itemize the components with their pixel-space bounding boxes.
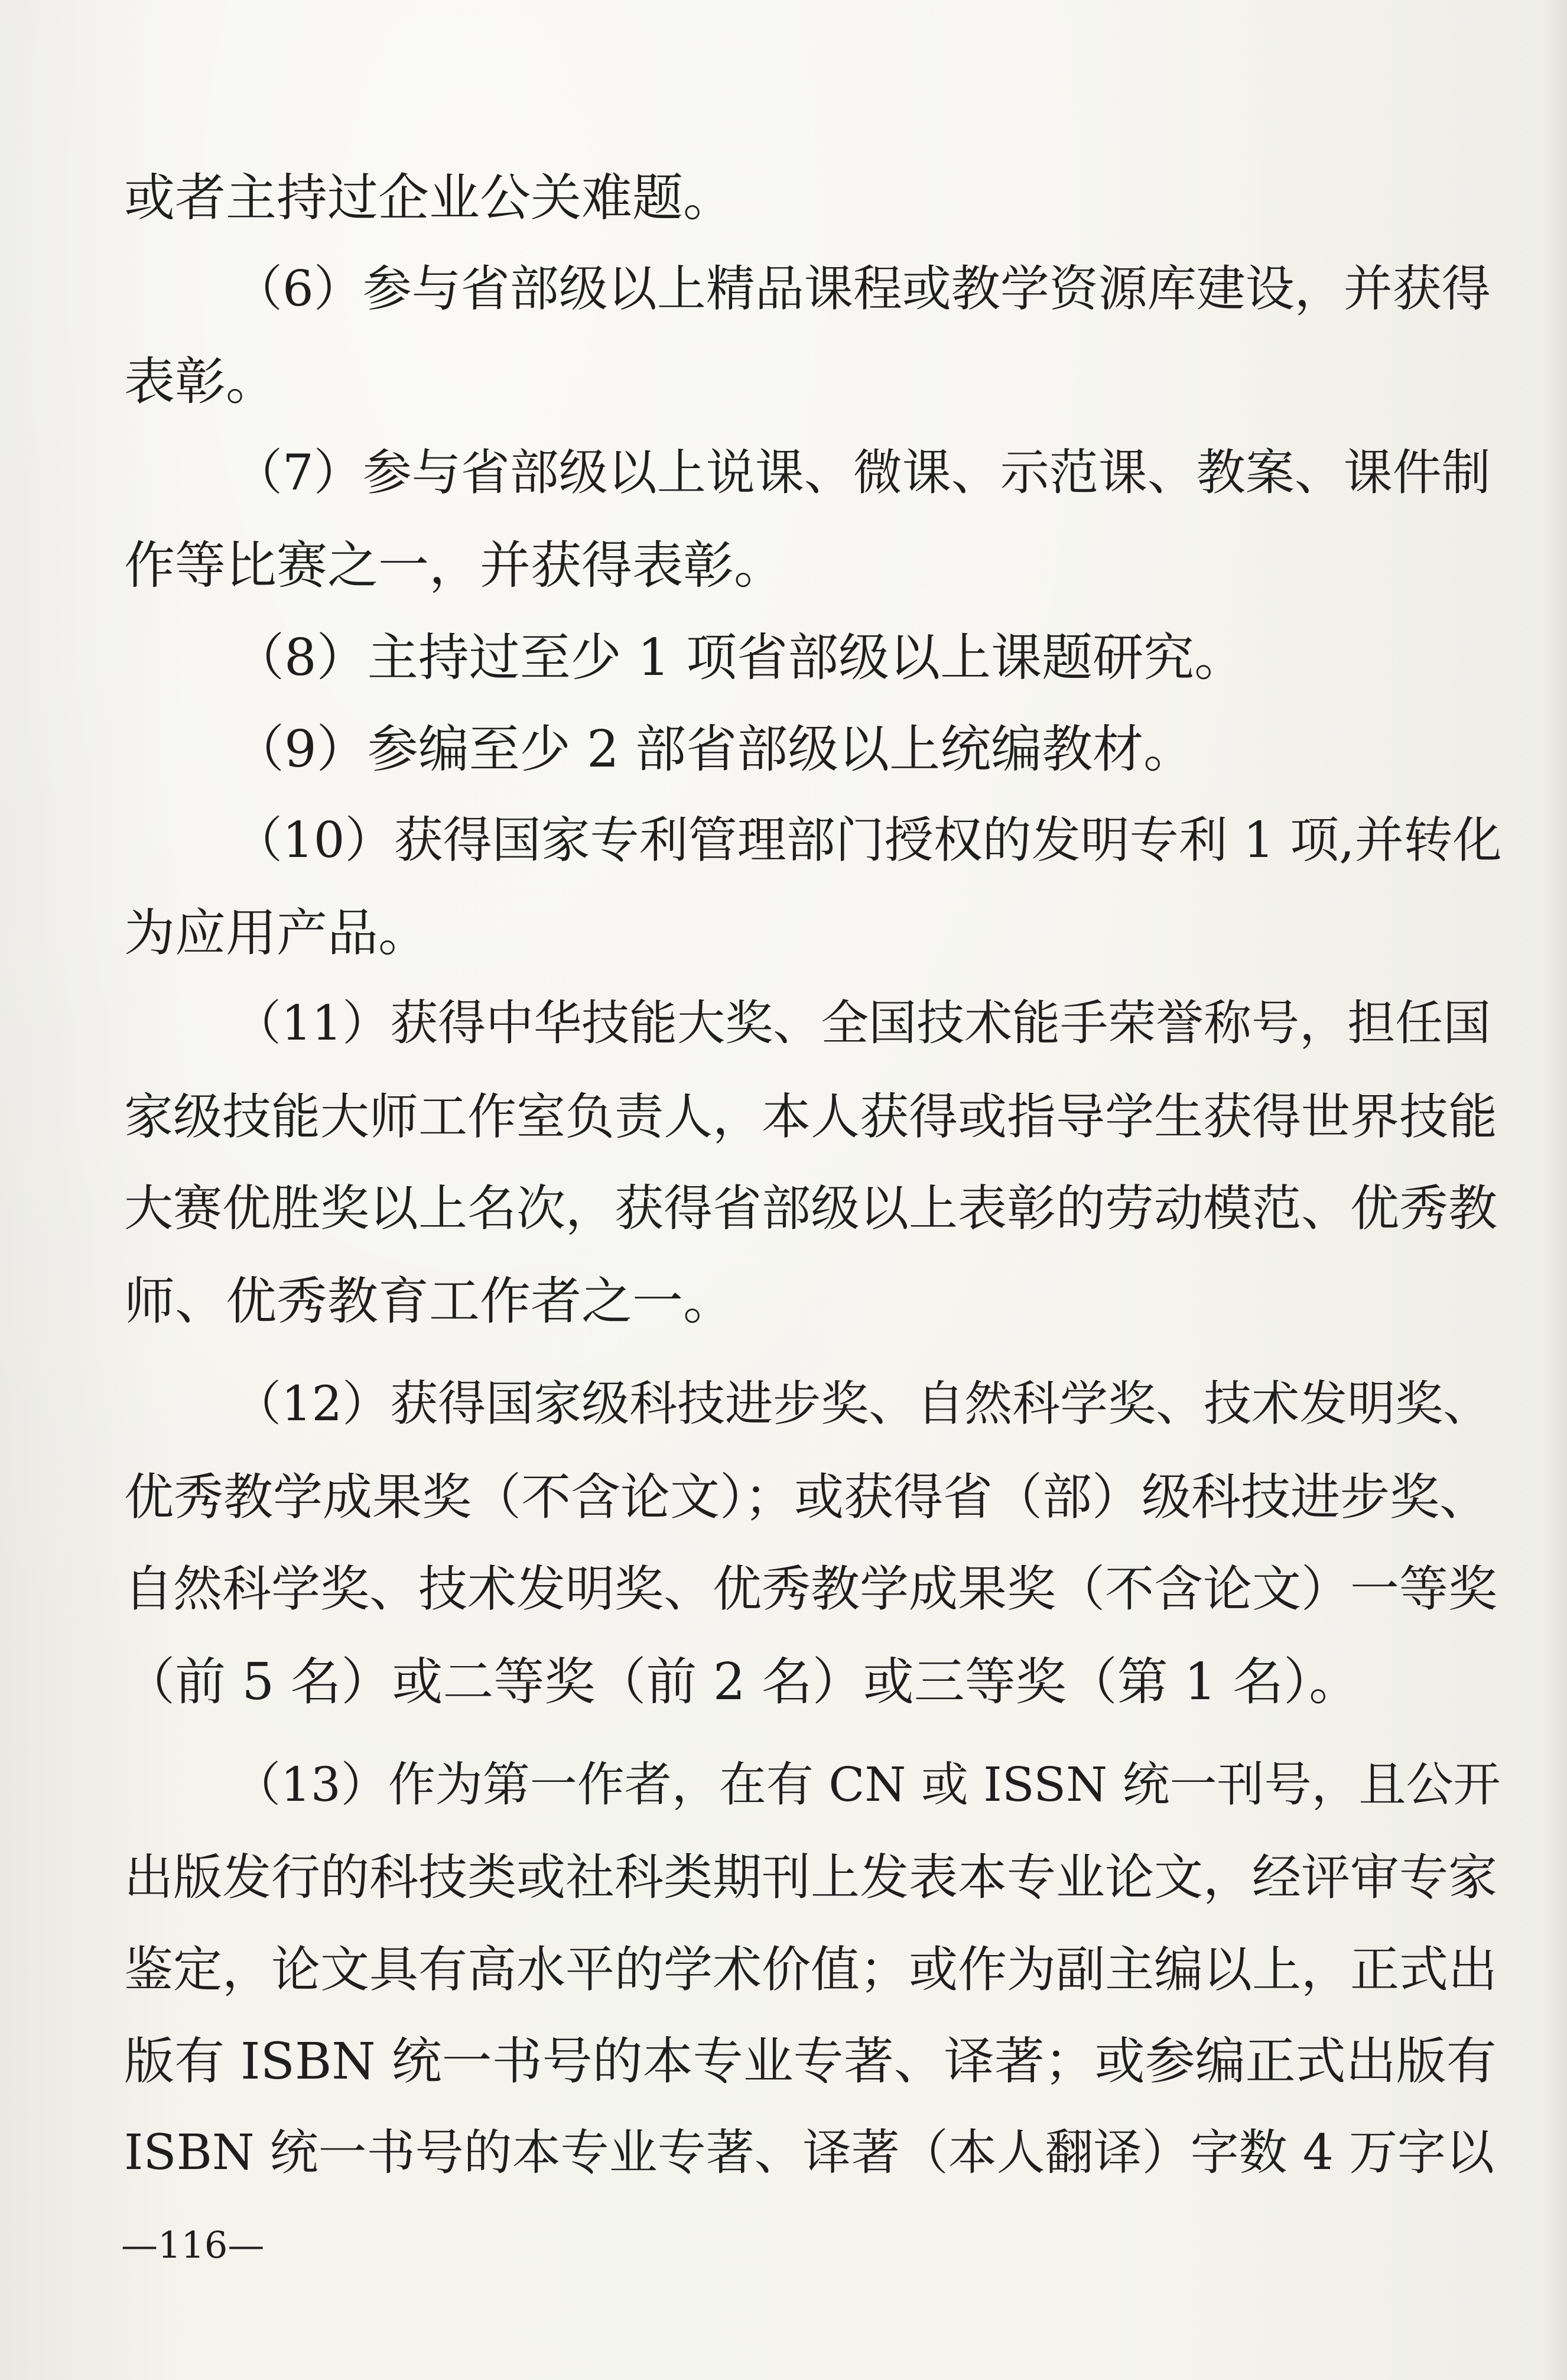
text-line: （9）参编至少 2 部省部级以上统编教材。 [233,720,1195,779]
text-line: 家级技能大师工作室负责人，本人获得或指导学生获得世界技能 [124,1088,1497,1145]
text-line: （13）作为第一作者，在有 CN 或 ISSN 统一刊号，且公开 [233,1757,1501,1812]
text-line: 表彰。 [124,352,277,411]
text-line: （8）主持过至少 1 项省部级以上课题研究。 [233,628,1246,687]
text-line: （6）参与省部级以上精品课程或教学资源库建设，并获得 [233,260,1491,317]
text-line: 版有 ISBN 统一书号的本专业专著、译著；或参编正式出版有 [124,2032,1497,2091]
text-line: 为应用产品。 [124,904,429,963]
page-edge-shadow [1543,0,1567,2380]
text-line: 或者主持过企业公关难题。 [124,168,734,228]
page-number: —116— [121,2223,265,2267]
text-line: （10）获得国家专利管理部门授权的发明专利 1 项,并转化 [233,811,1502,869]
text-line: （前 5 名）或二等奖（前 2 名）或三等奖（第 1 名）。 [124,1652,1360,1712]
text-line: 大赛优胜奖以上名次，获得省部级以上表彰的劳动模范、优秀教 [124,1180,1497,1237]
text-line: （11）获得中华技能大奖、全国技术能手荣誉称号，担任国 [233,996,1491,1051]
text-line: 优秀教学成果奖（不含论文）；或获得省（部）级科技进步奖、 [124,1468,1490,1526]
text-line: （12）获得国家级科技进步奖、自然科学奖、技术发明奖、 [233,1376,1491,1432]
text-line: 出版发行的科技类或社科类期刊上发表本专业论文，经评审专家 [124,1849,1497,1906]
text-line: 师、优秀教育工作者之一。 [124,1272,734,1331]
text-line: 作等比赛之一，并获得表彰。 [124,536,785,595]
text-line: 鉴定，论文具有高水平的学术价值；或作为副主编以上，正式出 [124,1941,1497,1998]
text-line: （7）参与省部级以上说课、微课、示范课、教案、课件制 [233,444,1491,501]
text-line: ISBN 统一书号的本专业专著、译著（本人翻译）字数 4 万字以 [124,2125,1494,2181]
text-line: 自然科学奖、技术发明奖、优秀教学成果奖（不含论文）一等奖 [124,1560,1497,1618]
